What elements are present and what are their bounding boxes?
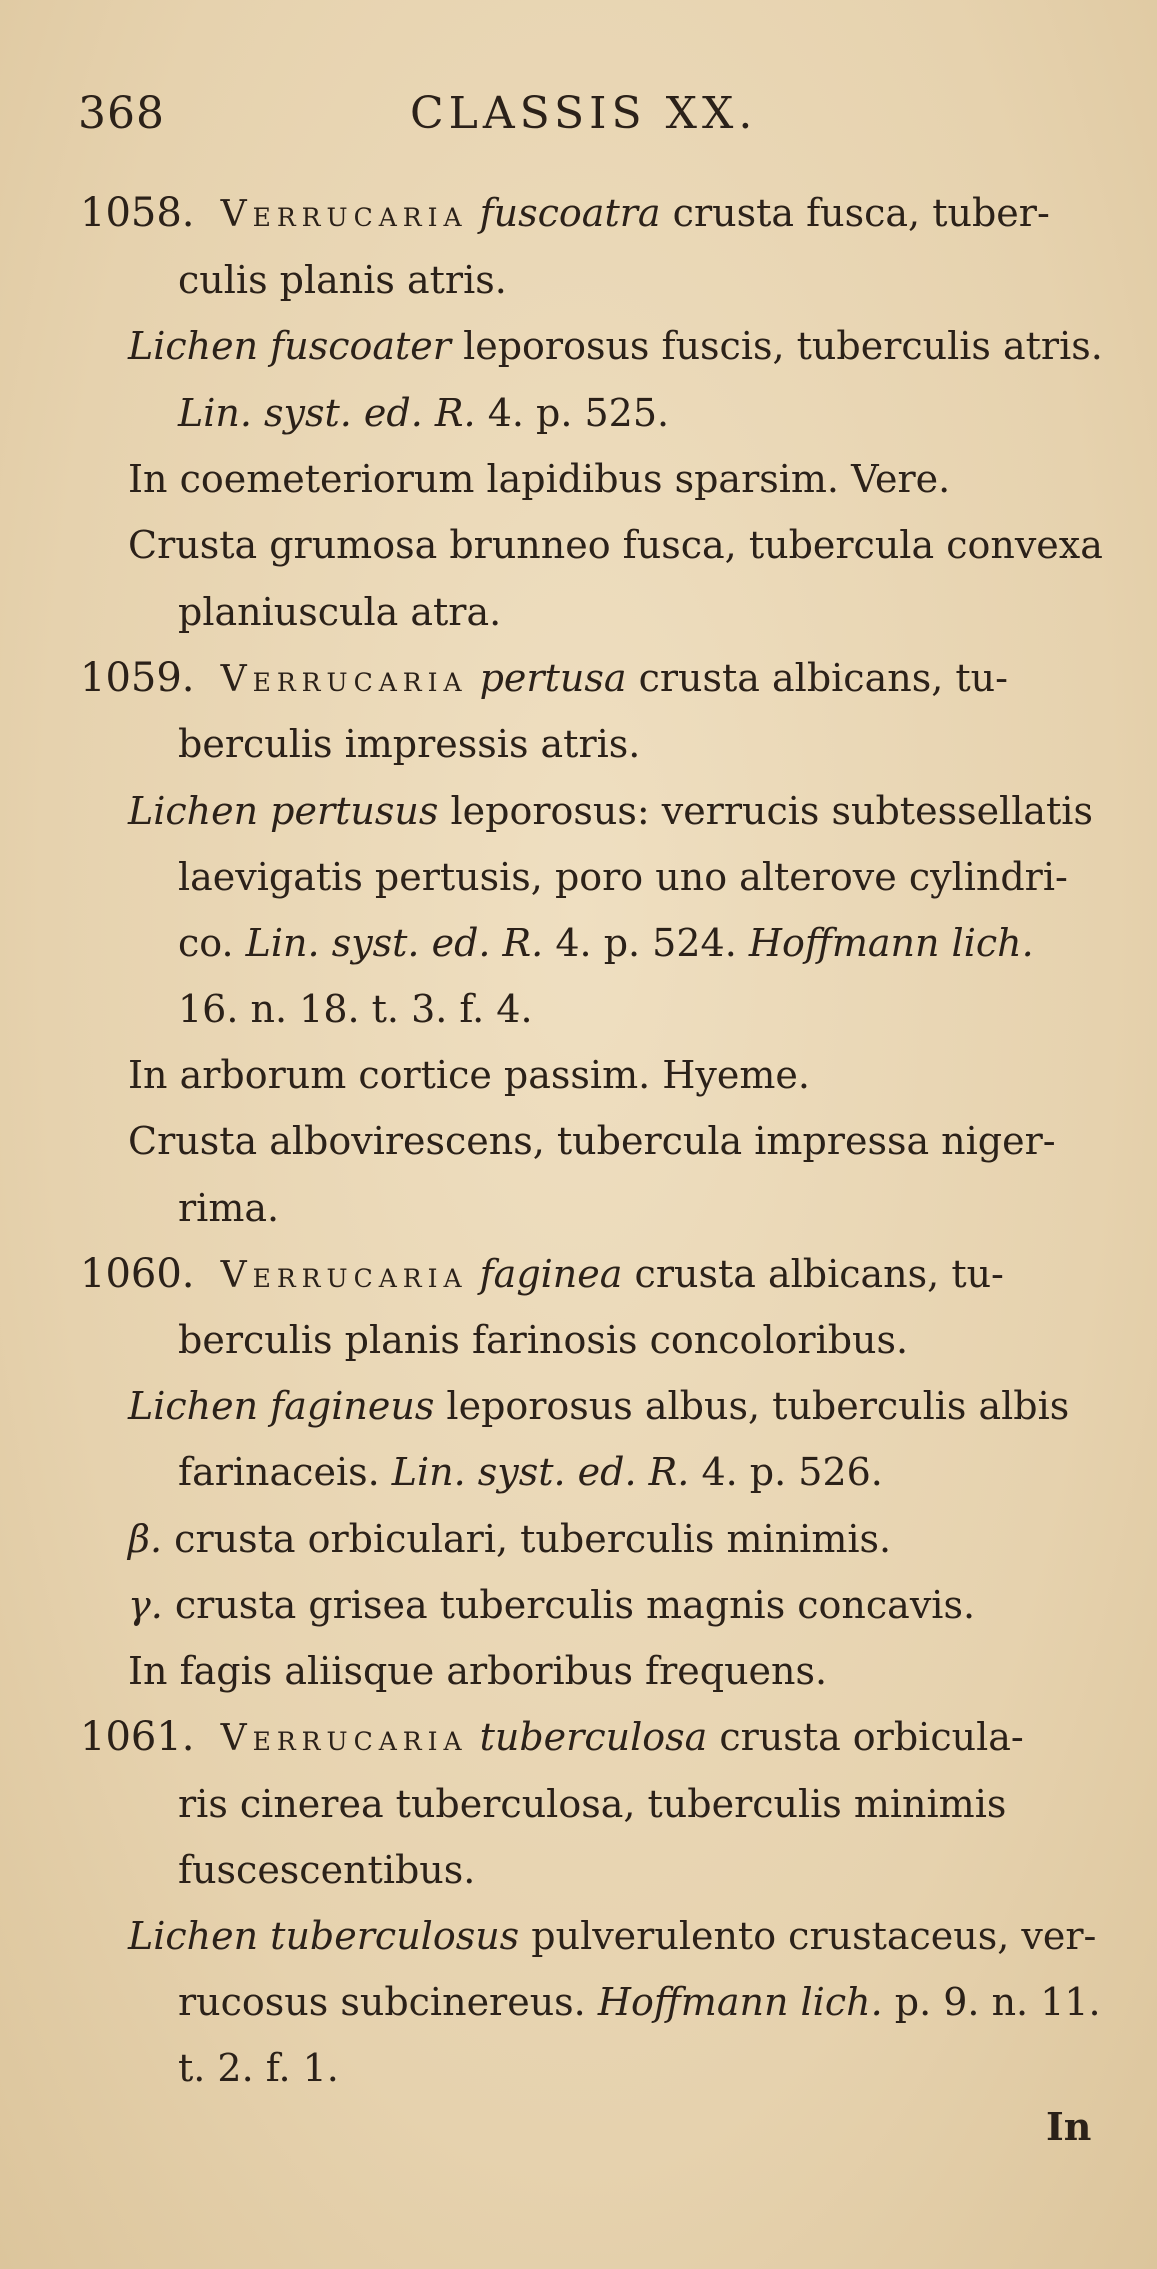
reference-line [178, 1449, 883, 1495]
reference-text: 4. p. 524. [555, 921, 737, 965]
synonym-line [128, 1383, 1069, 1429]
entry-heading [80, 1714, 1024, 1762]
entry-number: 1061. [80, 1714, 195, 1760]
diagnosis-line: berculis planis farinosis concoloribus. [178, 1318, 909, 1362]
synonym-name: Lichen tuberculosus [128, 1914, 520, 1958]
reference-name: Hoffmann lich. [748, 921, 1034, 965]
reference-text: 4. p. 526. [701, 1450, 883, 1494]
reference-text: p. 9. n. 11. [894, 1980, 1101, 2024]
species-name: tuberculosa [479, 1715, 708, 1759]
variety-beta [128, 1516, 891, 1562]
diagnosis-line: berculis impressis atris. [178, 722, 641, 766]
genus-name: Verrucaria [220, 1255, 468, 1296]
diagnosis-line: ris cinerea tuberculosa, tuberculis minimis [178, 1782, 1007, 1826]
page-header [0, 88, 1157, 148]
entry-number: 1059. [80, 655, 195, 701]
habitat-line: In coemeteriorum lapidibus sparsim. Vere. [128, 457, 951, 501]
entry-heading [80, 655, 1008, 703]
entry-heading [80, 190, 1050, 238]
diagnosis: crusta albicans, tu- [634, 1252, 1004, 1296]
synonym-name: Lichen pertusus [128, 789, 439, 833]
entry-heading [80, 1251, 1004, 1299]
reference-text: 4. p. 525. [487, 391, 670, 435]
reference-line: t. 2. f. 1. [178, 2046, 339, 2090]
synonym-text: farinaceis. [178, 1450, 380, 1494]
reference-line [178, 1979, 1101, 2025]
reference-line [178, 920, 1034, 966]
species-name: pertusa [479, 656, 627, 700]
diagnosis-line: culis planis atris. [178, 258, 507, 302]
synonym-text: rucosus subcinereus. [178, 1980, 586, 2024]
entry-number: 1060. [80, 1251, 195, 1297]
habitat-line: In arborum cortice passim. Hyeme. [128, 1053, 810, 1097]
diagnosis-line: fuscescentibus. [178, 1848, 476, 1892]
genus-name: Verrucaria [220, 194, 468, 235]
description-line: rima. [178, 1186, 280, 1230]
species-name: fuscoatra [479, 191, 661, 235]
synonym-name: Lichen fuscoater [128, 324, 451, 368]
synonym-name: Lichen fagineus [128, 1384, 435, 1428]
habitat-line: In fagis aliisque arboribus frequens. [128, 1649, 828, 1693]
variety-text: crusta grisea tuberculis magnis concavis. [174, 1583, 976, 1627]
synonym-text: leporosus albus, tuberculis albis [446, 1384, 1070, 1428]
synonym-line [128, 323, 1103, 369]
synonym-line [128, 1913, 1096, 1959]
species-name: faginea [479, 1252, 623, 1296]
diagnosis: crusta fusca, tuber- [672, 191, 1050, 235]
reference-line [178, 390, 669, 436]
reference-name: Hoffmann lich. [597, 1980, 883, 2024]
catchword: In [1046, 2104, 1092, 2149]
synonym-text: leporosus fuscis, tuberculis atris. [463, 324, 1103, 368]
reference-line: 16. n. 18. t. 3. f. 4. [178, 987, 533, 1031]
synonym-text: pulverulento crustaceus, ver- [531, 1914, 1097, 1958]
synonym-line: laevigatis pertusis, poro uno alterove cylindri- [178, 855, 1068, 899]
reference-name: Lin. syst. ed. R. [178, 391, 476, 435]
running-head: CLASSIS XX. [410, 88, 758, 139]
page-number: 368 [78, 88, 165, 139]
diagnosis: crusta albicans, tu- [638, 656, 1008, 700]
variety-mark: β. [128, 1517, 163, 1561]
description-line: Crusta albovirescens, tubercula impressa niger- [128, 1119, 1056, 1163]
synonym-text: leporosus: verrucis subtessellatis [450, 789, 1093, 833]
reference-name: Lin. syst. ed. R. [391, 1450, 690, 1494]
variety-mark: γ. [128, 1583, 163, 1627]
genus-name: Verrucaria [220, 659, 468, 700]
diagnosis: crusta orbicula- [719, 1715, 1024, 1759]
description-line: Crusta grumosa brunneo fusca, tubercula convexa [128, 523, 1103, 567]
entry-number: 1058. [80, 190, 195, 236]
genus-name: Verrucaria [220, 1718, 468, 1759]
variety-text: crusta orbiculari, tuberculis minimis. [174, 1517, 892, 1561]
synonym-line [128, 788, 1093, 834]
synonym-text: co. [178, 921, 234, 965]
variety-gamma [128, 1582, 975, 1628]
description-line: planiuscula atra. [178, 590, 502, 634]
reference-name: Lin. syst. ed. R. [245, 921, 544, 965]
